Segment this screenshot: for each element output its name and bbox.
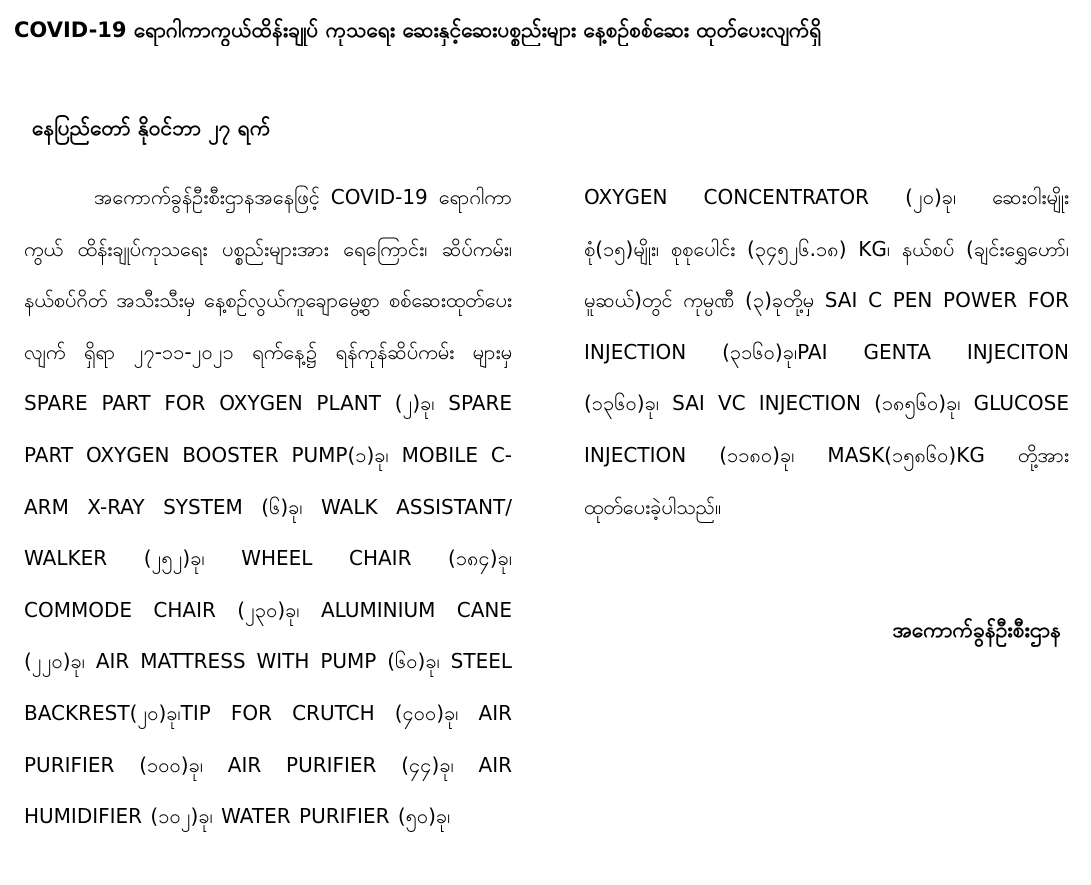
article-headline: COVID-19 ရောဂါကာကွယ်ထိန်းချုပ် ကုသရေး ဆေးနှင့်ဆေးပစ္စည်းများ နေ့စဉ်စစ်ဆေး ထုတ်ပေးလျက်ရှိ (14, 18, 822, 42)
article-signature: အကောက်ခွန်ဦးစီးဌာန (892, 618, 1061, 642)
body-right-column: OXYGEN CONCENTRATOR (၂၀)ခု၊ ဆေးဝါးမျိုး စုံ(၁၅)မျိုး၊ စုစုပေါင်း (၃၄၅၂၆.၁၈) KG၊ နယ်စပ် (ချင်းရွှေဟော်၊ မူဆယ်)တွင် ကုမ္ပဏီ (၃)ခုတို့မှ SAI C PEN POWER FOR INJECTION (၃၁၆၀)ခု၊PAI GENTA INJECITON (၁၃၆၀)ခု၊ SAI VC INJECTION (၁၈၅၆၀)ခု၊ GLUCOSE INJECTION (၁၁၈၀)ခု၊ MASK(၁၅၈၆၀)KG တို့အား ထုတ်ပေးခဲ့ပါသည်။ (584, 185, 1069, 519)
article-dateline: နေပြည်တော် နိုဝင်ဘာ ၂၇ ရက် (32, 116, 271, 140)
body-left-column: အကောက်ခွန်ဦးစီးဌာနအနေဖြင့် COVID-19 ရောဂါကာကွယ် ထိန်းချုပ်ကုသရေး ပစ္စည်းများအား ရေကြောင်း၊ ဆိပ်ကမ်း၊ နယ်စပ်ဂိတ် အသီးသီးမှ နေ့စဉ်လွယ်ကူချောမွေ့စွာ စစ်ဆေးထုတ်ပေးလျက် ရှိရာ ၂၇-၁၁-၂၀၂၁ ရက်နေ့၌ ရန်ကုန်ဆိပ်ကမ်း များမှ SPARE PART FOR OXYGEN PLANT (၂)ခု၊ SPARE PART OXYGEN BOOSTER PUMP(၁)ခု၊ MOBILE C-ARM X-RAY SYSTEM (၆)ခု၊ WALK ASSISTANT/ WALKER (၂၅၂)ခု၊ WHEEL CHAIR (၁၈၄)ခု၊ COMMODE CHAIR (၂၃၀)ခု၊ ALUMINIUM CANE (၂၂၀)ခု၊ AIR MATTRESS WITH PUMP (၆၀)ခု၊ STEEL BACKREST(၂၀)ခု၊TIP FOR CRUTCH (၄၀၀)ခု၊ AIR PURIFIER (၁၀၀)ခု၊ AIR PURIFIER (၄၄)ခု၊ AIR HUMIDIFIER (၁၀၂)ခု၊ WATER PURIFIER (၅၀)ခု၊ (24, 185, 512, 829)
